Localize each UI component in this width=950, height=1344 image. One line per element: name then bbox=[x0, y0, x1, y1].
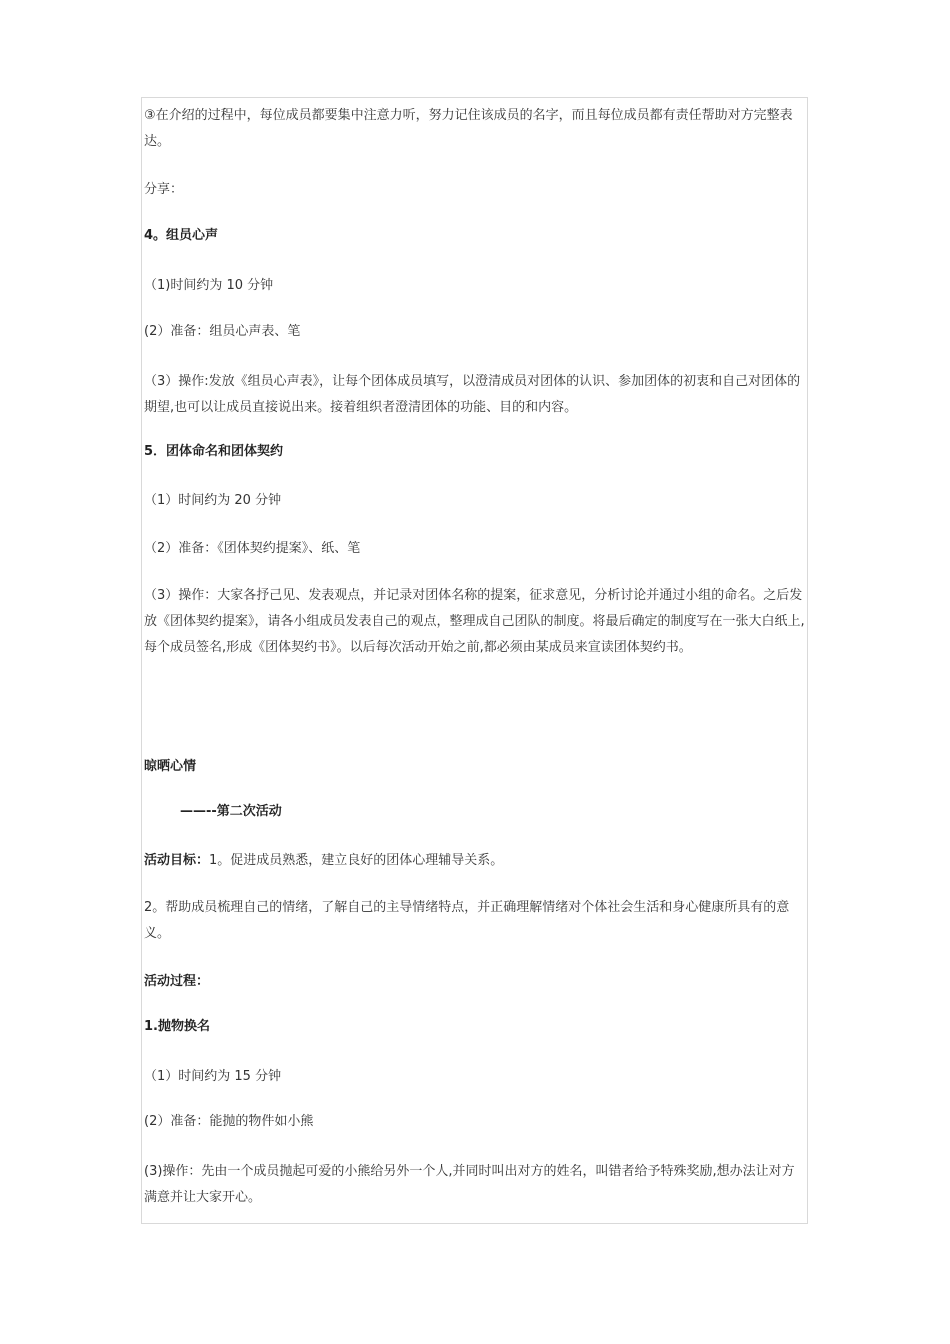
paragraph-op-toss: (3)操作：先由一个成员抛起可爱的小熊给另外一个人,并同时叫出对方的姓名，叫错者给予特殊奖励,想办法让对方满意并让大家开心。 bbox=[144, 1164, 795, 1205]
paragraph-prep-voice: (2）准备：组员心声表、笔 bbox=[144, 324, 301, 339]
paragraph-prep-toss: (2）准备：能抛的物件如小熊 bbox=[144, 1114, 314, 1129]
paragraph-share: 分享： bbox=[144, 182, 184, 197]
paragraph-goal-1 bbox=[144, 848, 806, 874]
paragraph-intro: ③在介绍的过程中，每位成员都要集中注意力听，努力记住该成员的名字，而且每位成员都有责任帮助对方完整表达。 bbox=[144, 108, 793, 149]
goal-text-1: 1。促进成员熟悉，建立良好的团体心理辅导关系。 bbox=[209, 853, 504, 868]
heading-process: 活动过程： bbox=[144, 974, 210, 989]
heading-member-voice: 4。组员心声 bbox=[144, 228, 219, 243]
paragraph-prep-contract: （2）准备：《团体契约提案》、纸、笔 bbox=[144, 541, 361, 556]
section-subtitle: ——--第二次活动 bbox=[180, 804, 282, 819]
paragraph-goal-2: 2。帮助成员梳理自己的情绪，了解自己的主导情绪特点，并正确理解情绪对个体社会生活和身心健康所具有的意义。 bbox=[144, 900, 790, 941]
paragraph-time-10: （1)时间约为 10 分钟 bbox=[144, 278, 274, 293]
paragraph-time-15: （1）时间约为 15 分钟 bbox=[144, 1069, 282, 1084]
goal-label: 活动目标： bbox=[144, 853, 210, 868]
paragraph-time-20: （1）时间约为 20 分钟 bbox=[144, 493, 282, 508]
paragraph-op-contract: （3）操作：大家各抒己见、发表观点，并记录对团体名称的提案，征求意见，分析讨论并通过小组的命名。之后发放《团体契约提案》，请各小组成员发表自己的观点，整理成自己团队的制度。将最后确定的制度写在一张大白纸上,每个成员签名,形成《团体契约书》。以后每次活动开始之前,都必须由某成员来宣读团体契约书。 bbox=[144, 588, 805, 655]
heading-group-naming: 5．团体命名和团体契约 bbox=[144, 444, 284, 459]
heading-toss-name: 1.抛物换名 bbox=[144, 1019, 210, 1034]
section-title: 晾晒心情 bbox=[144, 759, 197, 774]
paragraph-op-voice: （3）操作:发放《组员心声表》，让每个团体成员填写，以澄清成员对团体的认识、参加团体的初衷和自己对团体的期望,也可以让成员直接说出来。接着组织者澄清团体的功能、目的和内容。 bbox=[144, 374, 801, 415]
